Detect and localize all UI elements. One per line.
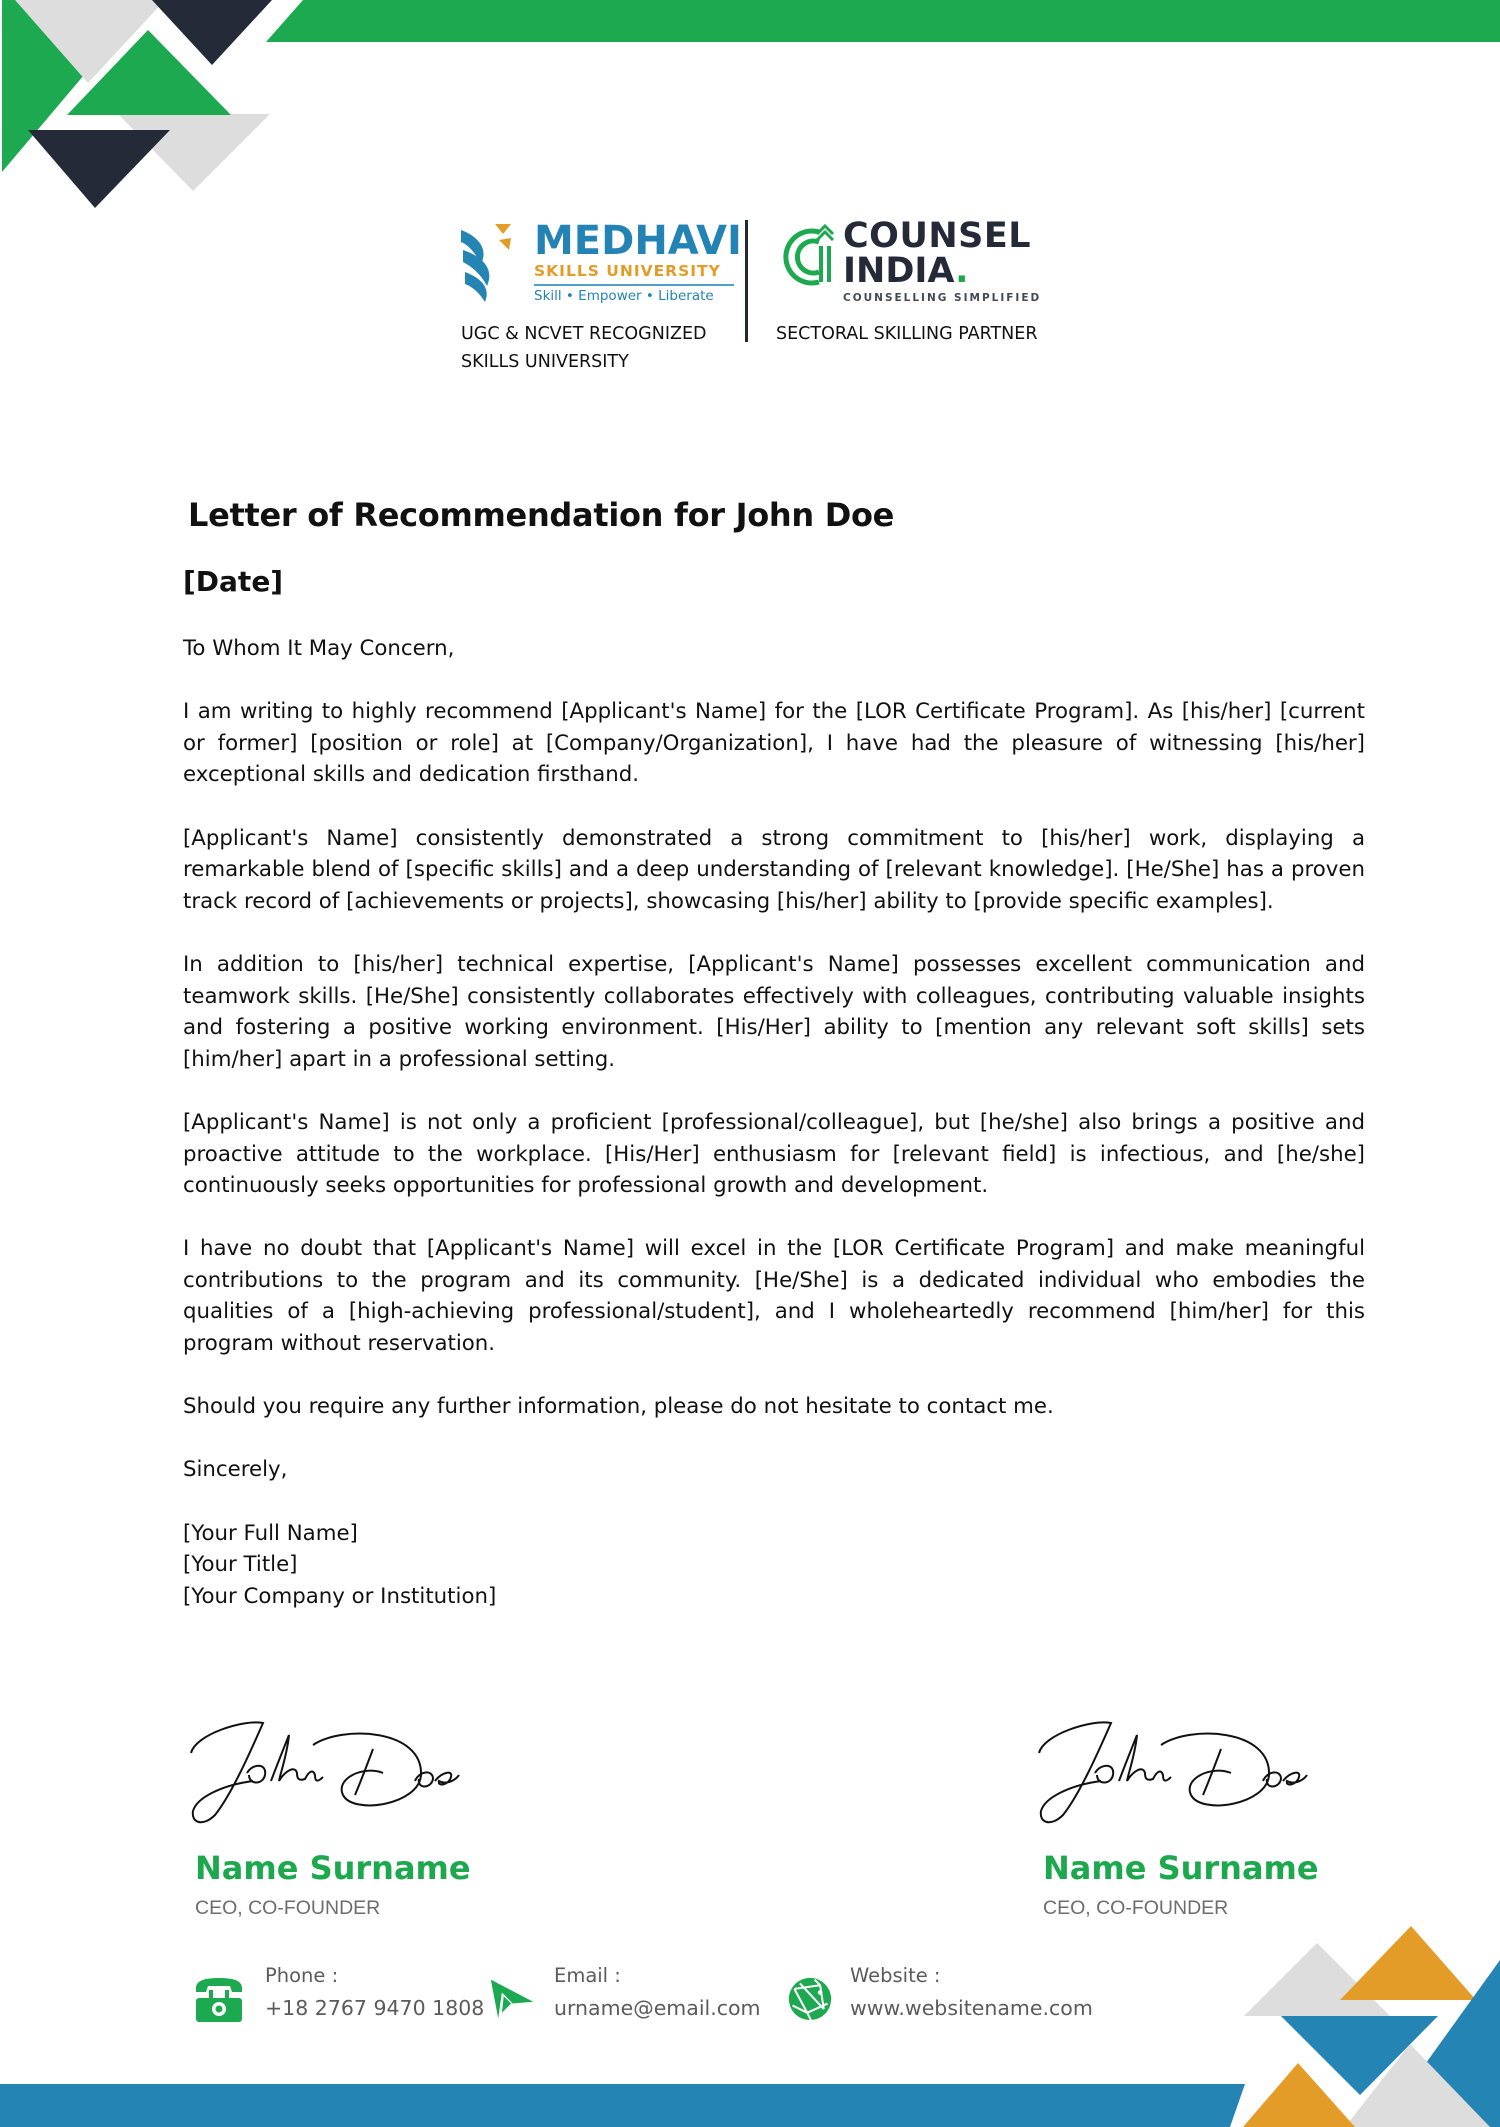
top-green-bar [266,0,1500,42]
logo-divider [745,220,748,342]
paragraph-4: [Applicant's Name] is not only a proficient [professional/colleague], but [he/she] also brings a positive and proactive attitude to the workplace. [His/Her] enthusiasm for [relevant field] is infectious, and [he/she] continuously seeks opportunities for professional growth and development. [183,1109,1365,1199]
email-value[interactable]: urname@email.com [554,1996,761,2020]
medhavi-caption-line2: SKILLS UNIVERSITY [461,352,629,372]
salutation: To Whom It May Concern, [183,636,455,661]
medhavi-caption-line1: UGC & NCVET RECOGNIZED [461,324,707,344]
medhavi-rule [534,284,734,286]
bottom-blue-bar [0,2084,1245,2127]
signer-full-name: [Your Full Name] [183,1520,358,1546]
phone-value[interactable]: +18 2767 9470 1808 [265,1996,485,2020]
paragraph-2: [Applicant's Name] consistently demonstrated a strong commitment to [his/her] work, displaying a remarkable blend of [specific skills] and a deep understanding of [relevant knowledge]. [He/She] has a proven track record of [achievements or projects], showcasing [his/her] ability to [provide specific examples]. [183,825,1365,914]
signer-company: [Your Company or Institution] [183,1583,497,1609]
phone-label: Phone : [265,1964,339,1987]
paragraph-5: I have no doubt that [Applicant's Name] will excel in the [LOR Certificate Program] and make meaningful contributions to the program and its community. [He/She] is a dedicated individual who embodies the qualities of a [high-achieving professional/student], and I wholeheartedly recommend [him/her] for this program without reservation. [183,1236,1365,1357]
handwritten-signature-icon [1031,1715,1311,1825]
medhavi-mark-icon [459,222,521,302]
counsel-name-line1: COUNSEL [843,216,1032,256]
paragraph-1: I am writing to highly recommend [Applicant's Name] for the [LOR Certificate Program]. As [his/her] [current or former] [position or role] at [Company/Organization], I have had the pleasure of witnessing [his/her] exceptional skills and dedication firsthand. [183,699,1365,788]
paragraph-6: Should you require any further information, please do not hesitate to contact me. [183,1394,1054,1420]
signer-title: [Your Title] [183,1552,298,1578]
top-decoration [0,0,1500,220]
signer-role: CEO, CO-FOUNDER [1043,1897,1229,1919]
signer-name: Name Surname [1043,1849,1319,1887]
signer-name: Name Surname [195,1849,471,1887]
top-dark-triangle-lower [28,130,170,208]
website-value[interactable]: www.websitename.com [850,1996,1093,2020]
medhavi-name: MEDHAVI [534,218,742,264]
counsel-name-line2: INDIA. [843,251,969,291]
letter-title: Letter of Recommendation for John Doe [188,496,895,534]
email-label: Email : [554,1964,621,1987]
counsel-caption: SECTORAL SKILLING PARTNER [776,324,1038,344]
letter-date: [Date] [183,565,284,598]
medhavi-tagline: Skill • Empower • Liberate [534,288,714,304]
bottom-decoration [0,1900,1500,2127]
letter-body [183,633,1365,1612]
handwritten-signature-icon [183,1715,463,1825]
counsel-tagline: COUNSELLING SIMPLIFIED [843,292,1042,304]
bottom-orange-triangle-upper [1340,1926,1476,2000]
website-label: Website : [850,1964,941,1987]
medhavi-subtitle: SKILLS UNIVERSITY [534,262,721,280]
closing: Sincerely, [183,1457,288,1483]
signature-block [183,1518,1365,1613]
signer-role: CEO, CO-FOUNDER [195,1897,381,1919]
paragraph-3: In addition to [his/her] technical expertise, [Applicant's Name] possesses excellent communication and teamwork skills. [He/She] consistently collaborates effectively with colleagues, contributing valuable insights and fostering a positive working environment. [His/Her] ability to [mention any relevant soft skills] sets [him/her] apart in a professional setting. [183,951,1365,1072]
counsel-india-mark-icon [775,224,845,290]
